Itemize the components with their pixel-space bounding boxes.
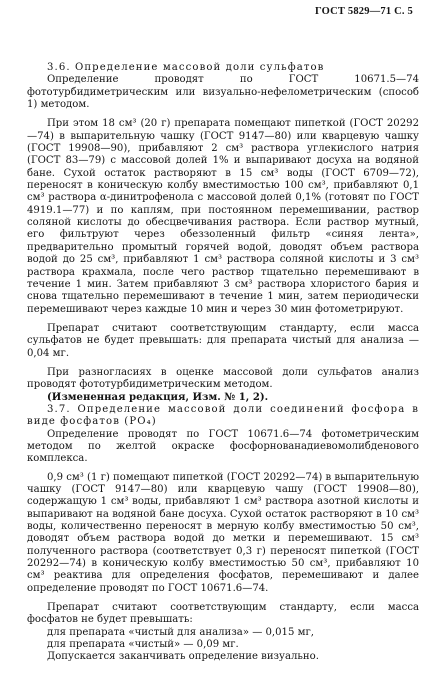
amendment-note: (Измененная редакция, Изм. № 1, 2). <box>47 391 269 403</box>
list-item: для препарата «чистый» — 0,09 мг. <box>47 639 239 651</box>
section-heading-3-7: 3.7. Определение массовой доли соединений фосфора в виде фосфатов (PO₄) <box>27 403 419 428</box>
paragraph: Препарат считают соответствующим стандарту, если масса фосфатов не будет превышать: <box>27 602 419 626</box>
list-item: для препарата «чистый для анализа» — 0,015 мг, <box>47 626 314 638</box>
paragraph: При этом 18 см³ (20 г) препарата помещают пипеткой (ГОСТ 20292—74) в выпарительную чашку (ГОСТ 9147—80) или кварцевую чашку (ГОСТ 19908—90), прибавляют 2 см³ раствора углекислого натрия (ГОСТ 83—79) с массовой долей 1% и выпаривают досуха на водяной бане. Сухой остаток растворяют в 15 см³ воды (ГОСТ 6709—72), переносят в коническую колбу вместимостью 100 см³, прибавляют 0,1 см³ раствора α-динитрофенола с массовой долей 0,1% (готовят по ГОСТ 4919.1—77) и по каплям, при постоянном перемешивании, раствор соляной кислоты до обесцвечивания раствора. Если раствор мутный, его фильтруют через обеззоленный фильтр «синяя лента», предварительно промытый горячей водой, доводят объем раствора водой до 25 см³, прибавляют 1 см³ раствора соляной кислоты и 3 см³ раствора крахмала, после чего раствор тщательно перемешивают в течение 1 мин. Затем прибавляют 3 см³ раствора хлористого бария и снова тщательно перемешивают в течение 1 мин, затем периодически перемешивают через каждые 10 мин и через 30 мин фотометрируют. <box>27 118 419 315</box>
paragraph: Определение проводят по ГОСТ 10671.6—74 фотометрическим методом по желтой окраске фосфорнованадиевомолибденового комплекса. <box>27 428 419 465</box>
paragraph: Определение проводят по ГОСТ 10671.5—74 фототурбидиметрическим или визуально-нефелометрическим (способ 1) методом. <box>27 74 419 111</box>
paragraph: Допускается заканчивать определение визуально. <box>47 651 319 663</box>
paragraph: Препарат считают соответствующим стандарту, если масса сульфатов не будет превышать: для препарата чистый для анализа — 0,04 мг. <box>27 322 419 359</box>
paragraph: При разногласиях в оценке массовой доли сульфатов анализ проводят фототурбидиметрическим методом. <box>27 366 419 391</box>
section-heading-3-6: 3.6. Определение массовой доли сульфатов <box>47 62 325 73</box>
page-header: ГОСТ 5829—71 С. 5 <box>314 6 413 17</box>
paragraph: 0,9 см³ (1 г) помещают пипеткой (ГОСТ 20292—74) в выпарительную чашку (ГОСТ 9147—80) или кварцевую чашу (ГОСТ 19908—80), содержащую 1 см³ воды, прибавляют 1 см³ раствора азотной кислоты и выпаривают на водяной бане досуха. Сухой остаток растворяют в 10 см³ воды, количественно переносят в мерную колбу вместимостью 50 см³, доводят объем раствора водой до метки и перемешивают. 15 см³ полученного раствора (соответствует 0,3 г) переносят пипеткой (ГОСТ 20292—74) в коническую колбу вместимостью 50 см³, прибавляют 10 см³ реактива для определения фосфатов, перемешивают и далее определение проводят по ГОСТ 10671.6—74. <box>27 471 419 594</box>
document-body <box>27 62 419 664</box>
